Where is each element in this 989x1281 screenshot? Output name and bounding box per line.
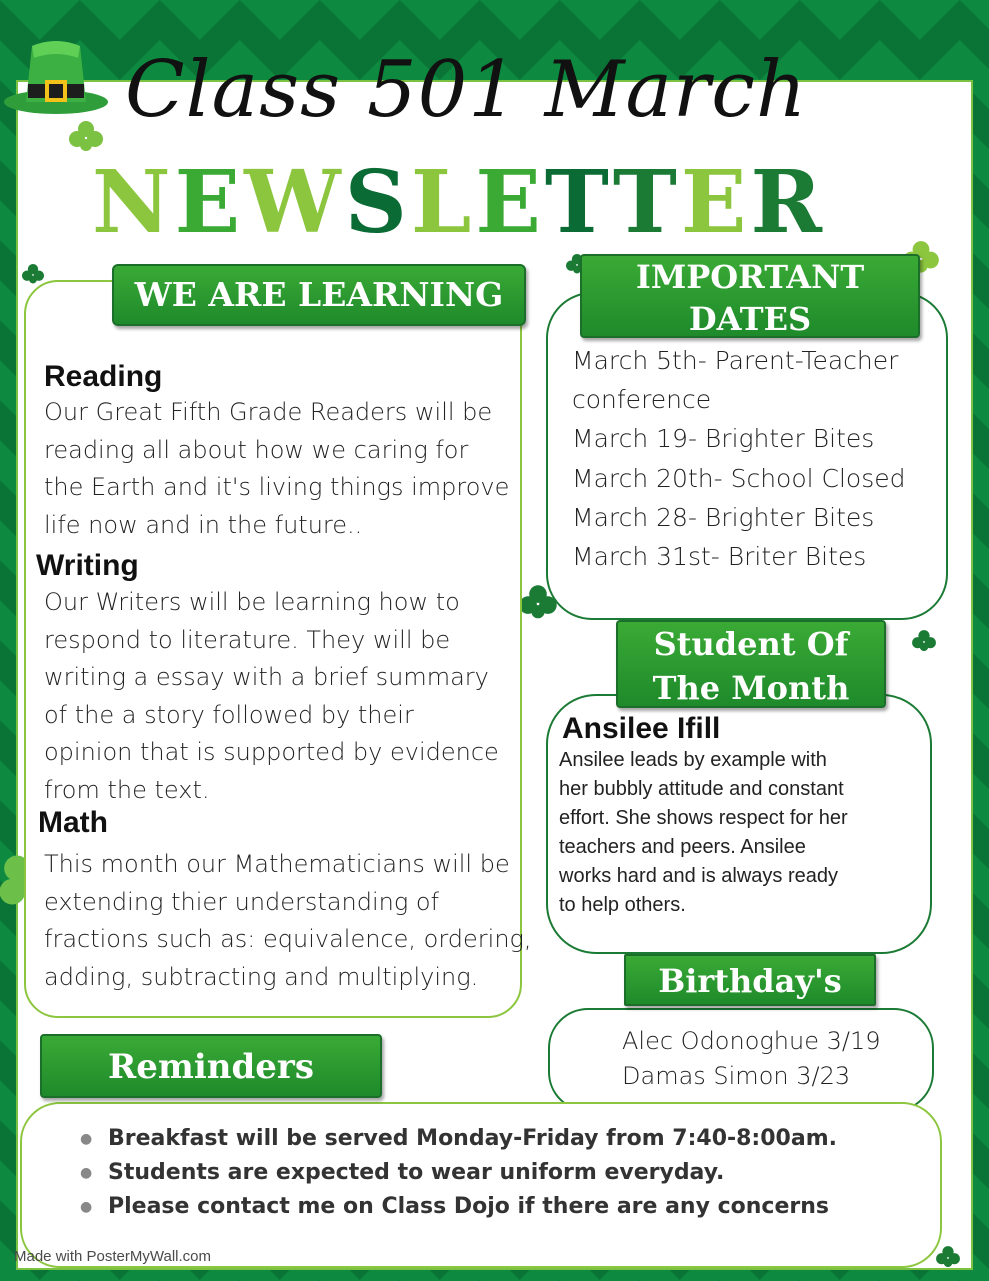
birthday-line: Damas Simon 3/23 — [622, 1062, 851, 1090]
title-letter: E — [174, 152, 245, 253]
postermywall-credit[interactable]: Made with PosterMyWall.com — [14, 1248, 211, 1265]
dates-banner — [580, 254, 920, 338]
title-letter: W — [244, 152, 345, 253]
birthdays-list — [622, 1024, 881, 1094]
reminders-banner: Reminders — [40, 1034, 382, 1098]
title-class-501-march: Class 501 March — [125, 45, 808, 135]
date-line: conference — [572, 385, 712, 415]
learning-banner: WE ARE LEARNING — [112, 264, 526, 326]
student-banner — [616, 620, 886, 708]
clover-icon — [910, 628, 938, 656]
reading-text: Our Great Fifth Grade Readers will be reading all about how we caring for the Earth and it's living things improve life now and in the future.. — [44, 398, 510, 539]
dates-banner-line: DATES — [688, 300, 812, 338]
reminder-item: ● Please contact me on Class Dojo if there are any concerns — [80, 1190, 837, 1224]
math-text: This month our Mathematicians will be extending thier understanding of fractions such as: equivalence, ordering, adding, subtracting and multiplying. — [44, 850, 532, 991]
reminders-list — [80, 1122, 837, 1224]
math-heading: Math — [38, 806, 108, 839]
reading-heading: Reading — [44, 360, 163, 393]
clover-icon — [934, 1244, 962, 1272]
dates-banner-line: IMPORTANT — [635, 258, 865, 296]
title-letter: R — [750, 152, 826, 253]
leprechaun-hat-icon — [2, 36, 110, 116]
student-banner-line: Student Of — [653, 625, 849, 663]
title-letter: T — [544, 152, 613, 253]
student-banner-line: The Month — [652, 669, 850, 707]
date-line: March 5th- Parent-Teacher — [572, 346, 899, 375]
title-letter: T — [612, 152, 681, 253]
reminder-item: ● Students are expected to wear uniform everyday. — [80, 1156, 837, 1190]
dates-list — [572, 341, 906, 576]
reminder-item: ● Breakfast will be served Monday-Friday from 7:40-8:00am. — [80, 1122, 837, 1156]
date-line: March 28- Brighter Bites — [572, 502, 875, 532]
student-name: Ansilee Ifill — [562, 712, 721, 745]
birthdays-banner: Birthday's — [624, 954, 876, 1006]
birthday-line: Alec Odonoghue 3/19 — [622, 1027, 881, 1055]
writing-heading: Writing — [36, 549, 139, 582]
title-letter: S — [344, 152, 411, 253]
title-newsletter — [92, 152, 826, 253]
title-letter: E — [475, 152, 545, 253]
title-letter: N — [92, 152, 175, 253]
date-line: March 20th- School Closed — [572, 463, 906, 493]
title-letter: L — [410, 152, 476, 253]
clover-icon — [66, 118, 106, 158]
student-description: Ansilee leads by example with her bubbly attitude and constant effort. She shows respect for her teachers and peers. Ansilee works hard and is always ready to help others. — [559, 749, 848, 916]
title-letter: E — [680, 152, 751, 253]
date-line: March 19- Brighter Bites — [572, 424, 875, 454]
date-line: March 31st- Briter Bites — [572, 542, 867, 572]
writing-text: Our Writers will be learning how to respond to literature. They will be writing a essay with a brief summary of the a story followed by their opinion that is supported by evidence from the text. — [44, 588, 499, 804]
